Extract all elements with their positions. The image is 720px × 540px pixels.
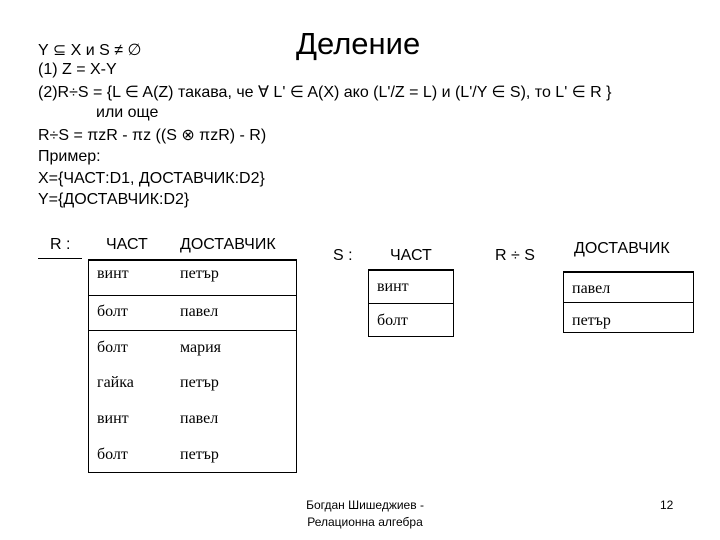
or-else-line: или още: [96, 104, 159, 121]
table-r-cell: винт: [97, 410, 129, 427]
table-r-row-rule: [88, 330, 296, 331]
footer-author: Богдан Шишеджиев -: [306, 498, 424, 512]
table-s-label: S :: [333, 247, 353, 264]
table-s-row-rule: [368, 303, 454, 304]
table-r-cell: павел: [180, 303, 219, 320]
table-r-cell: гайка: [97, 374, 134, 391]
table-r-cell: павел: [180, 410, 219, 427]
table-r-label-underline: [38, 258, 82, 259]
step-2-definition-line: (2)R÷S = {L ∈ A(Z) такава, че ∀ L' ∈ A(X) ако (L'/Z = L) и (L'/Y ∈ S), то L' ∈ R }: [38, 84, 612, 101]
table-div-label: R ÷ S: [495, 247, 535, 264]
y-schema-line: Y={ДОСТАВЧИК:D2}: [38, 191, 190, 208]
table-div-bottom-border: [563, 332, 694, 333]
table-r-bottom-border: [88, 472, 297, 473]
table-s-cell: винт: [377, 278, 409, 295]
table-r-row-rule: [88, 295, 296, 296]
table-r-cell: болт: [97, 446, 128, 463]
page-number: 12: [660, 498, 674, 512]
table-r-left-border: [88, 259, 89, 473]
table-s-bottom-border: [368, 336, 454, 337]
table-s-header-rule: [368, 269, 454, 271]
table-r-cell: винт: [97, 265, 129, 282]
condition-line: Y ⊆ X и S ≠ ∅: [38, 42, 142, 59]
table-r-cell: петър: [180, 374, 219, 391]
table-r-cell: болт: [97, 303, 128, 320]
formula-line: R÷S = πzR - πz ((S ⊗ πzR) - R): [38, 127, 267, 144]
table-div-cell: петър: [572, 312, 611, 329]
table-r-header-supplier: ДОСТАВЧИК: [180, 236, 276, 253]
slide-title: Деление: [296, 26, 421, 61]
x-schema-line: X={ЧАСТ:D1, ДОСТАВЧИК:D2}: [38, 170, 265, 187]
footer-subject: Релационна алгебра: [307, 515, 423, 529]
table-r-label: R :: [50, 236, 71, 253]
table-r-header-rule: [88, 259, 296, 261]
step-1-line: (1) Z = X-Y: [38, 61, 117, 78]
table-s-header-part: ЧАСТ: [390, 247, 432, 264]
table-r-header-part: ЧАСТ: [106, 236, 148, 253]
table-div-header-supplier: ДОСТАВЧИК: [574, 240, 670, 257]
table-r-cell: петър: [180, 446, 219, 463]
table-div-row-rule: [563, 302, 694, 303]
table-r-right-border: [296, 259, 297, 473]
example-label: Пример:: [38, 148, 101, 165]
table-r-cell: петър: [180, 265, 219, 282]
table-s-cell: болт: [377, 312, 408, 329]
table-r-cell: болт: [97, 339, 128, 356]
table-div-cell: павел: [572, 280, 611, 297]
table-r-cell: мария: [180, 339, 222, 356]
table-div-header-rule: [563, 271, 694, 273]
